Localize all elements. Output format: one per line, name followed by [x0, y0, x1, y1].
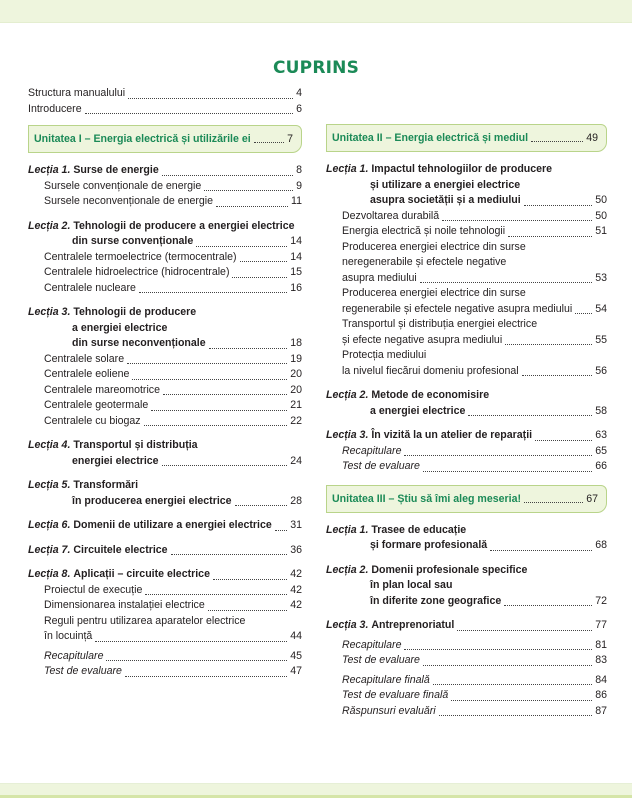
toc-subentry[interactable]: Centralele hidroelectrice (hidrocentrale) 15 [44, 266, 302, 278]
toc-subentry[interactable]: Protecția mediului [342, 349, 427, 361]
toc-subentry[interactable]: Centralele termoelectrice (termocentrale) 14 [44, 250, 302, 263]
toc-subentry-cont[interactable]: regenerabile și efectele negative asupra mediului 54 [342, 302, 607, 315]
lesson-entry[interactable]: Lecția 6. Domenii de utilizare a energiei electrice 31 [28, 519, 302, 531]
toc-subentry-cont[interactable]: asupra mediului 53 [342, 271, 607, 284]
page-number: 6 [296, 102, 302, 115]
toc-subentry-cont[interactable]: și efecte negative asupra mediului 55 [342, 333, 607, 346]
toc-subentry-cont[interactable]: neregenerabile și efectele negative [342, 256, 507, 268]
toc-left-column [28, 86, 302, 680]
leader-dots [128, 97, 293, 99]
lesson-entry[interactable]: Lecția 1. Impactul tehnologiilor de producere [326, 163, 553, 175]
toc-subentry[interactable]: Centralele mareomotrice 20 [44, 383, 302, 396]
toc-subentry[interactable]: Producerea energiei electrice din surse [342, 240, 526, 253]
recap-entry[interactable]: Recapitulare 81 [342, 638, 607, 651]
lesson-entry-cont[interactable]: a energiei electrice 58 [370, 404, 607, 417]
toc-subentry[interactable]: Sursele neconvenționale de energie 11 [44, 195, 302, 207]
lesson-entry-cont[interactable]: din surse convenționale 14 [72, 235, 302, 247]
final-recap-entry[interactable]: Recapitulare finală 84 [342, 673, 607, 686]
toc-subentry[interactable]: Centralele nucleare 16 [44, 281, 302, 294]
toc-subentry-cont[interactable]: în locuință 44 [44, 630, 302, 642]
lesson-entry-cont[interactable]: energiei electrice 24 [72, 454, 302, 467]
leader-dots [85, 112, 294, 114]
toc-subentry[interactable]: Centralele cu biogaz 22 [44, 414, 302, 427]
top-decorative-band [0, 0, 632, 23]
test-entry[interactable]: Test de evaluare 47 [44, 665, 302, 677]
bottom-decorative-line [0, 795, 632, 798]
test-entry[interactable]: Test de evaluare 66 [342, 460, 607, 472]
lesson-entry[interactable]: Lecția 2. Domenii profesionale specifice [326, 563, 528, 576]
toc-entry[interactable]: Introducere 6 [28, 102, 302, 118]
unit-header-2[interactable]: Unitatea II – Energia electrică și mediul 49 [326, 124, 607, 152]
lesson-entry[interactable]: Lecția 3. În vizită la un atelier de reparații 63 [326, 429, 607, 441]
lesson-entry-cont[interactable]: în producerea energiei electrice 28 [72, 494, 302, 507]
lesson-entry[interactable]: Lecția 3. Antreprenoriatul 77 [326, 619, 607, 631]
toc-subentry[interactable]: Reguli pentru utilizarea aparatelor electrice [44, 614, 246, 627]
lesson-entry-cont[interactable]: și formare profesională 68 [370, 539, 607, 551]
lesson-entry-cont[interactable]: asupra societății și a mediului 50 [370, 194, 607, 206]
lesson-entry[interactable]: Lecția 2. Metode de economisire [326, 389, 490, 401]
toc-subentry[interactable]: Dezvoltarea durabilă 50 [342, 209, 607, 222]
leader-dots [254, 141, 284, 143]
page-number: 4 [296, 87, 302, 99]
toc-subentry[interactable]: Centralele eoliene 20 [44, 368, 302, 380]
recap-entry[interactable]: Recapitulare 45 [44, 649, 302, 662]
lesson-entry[interactable]: Lecția 7. Circuitele electrice 36 [28, 543, 302, 556]
lesson-entry-cont[interactable]: a energiei electrice [72, 321, 168, 334]
toc-right-column [326, 128, 607, 719]
lesson-entry[interactable]: Lecția 4. Transportul și distribuția [28, 439, 198, 451]
toc-subentry[interactable]: Sursele convenționale de energie 9 [44, 179, 302, 192]
toc-subentry[interactable]: Dimensionarea instalației electrice 42 [44, 599, 302, 611]
lesson-entry-cont[interactable]: și utilizare a energiei electrice [370, 178, 521, 191]
toc-subentry[interactable]: Centralele solare 19 [44, 352, 302, 365]
lesson-entry[interactable]: Lecția 1. Trasee de educație [326, 523, 467, 536]
lesson-entry-cont[interactable]: din surse neconvenționale 18 [72, 337, 302, 349]
unit-header-1[interactable]: Unitatea I – Energia electrică și utilizările ei 7 [28, 125, 302, 153]
toc-subentry[interactable]: Producerea energiei electrice din surse [342, 287, 526, 299]
final-test-entry[interactable]: Test de evaluare finală 86 [342, 689, 607, 701]
toc-subentry-cont[interactable]: la nivelul fiecărui domeniu profesional 56 [342, 364, 607, 377]
toc-subentry[interactable]: Transportul și distribuția energiei electrice [342, 318, 538, 330]
lesson-entry[interactable]: Lecția 5. Transformări [28, 479, 139, 491]
lesson-entry-cont[interactable]: în plan local sau [370, 579, 453, 591]
toc-subentry[interactable]: Energia electrică și noile tehnologii 51 [342, 225, 607, 237]
toc-subentry[interactable]: Centralele geotermale 21 [44, 399, 302, 411]
test-entry[interactable]: Test de evaluare 83 [342, 654, 607, 666]
lesson-entry[interactable]: Lecția 3. Tehnologii de producere [28, 306, 197, 318]
unit-header-3[interactable]: Unitatea III – Știu să îmi aleg meseria! 67 [326, 485, 607, 513]
page-title: CUPRINS [272, 58, 360, 78]
answers-entry[interactable]: Răspunsuri evaluări 87 [342, 704, 607, 717]
lesson-entry[interactable]: Lecția 2. Tehnologii de producere a energiei electrice [28, 219, 295, 232]
lesson-entry[interactable]: Lecția 8. Aplicații – circuite electrice 42 [28, 568, 302, 580]
recap-entry[interactable]: Recapitulare 65 [342, 444, 607, 457]
toc-subentry[interactable]: Proiectul de execuție 42 [44, 583, 302, 596]
lesson-entry-cont[interactable]: în diferite zone geografice 72 [370, 594, 607, 607]
lesson-entry[interactable]: Lecția 1. Surse de energie 8 [28, 164, 302, 176]
toc-entry[interactable]: Structura manualului 4 [28, 86, 302, 102]
